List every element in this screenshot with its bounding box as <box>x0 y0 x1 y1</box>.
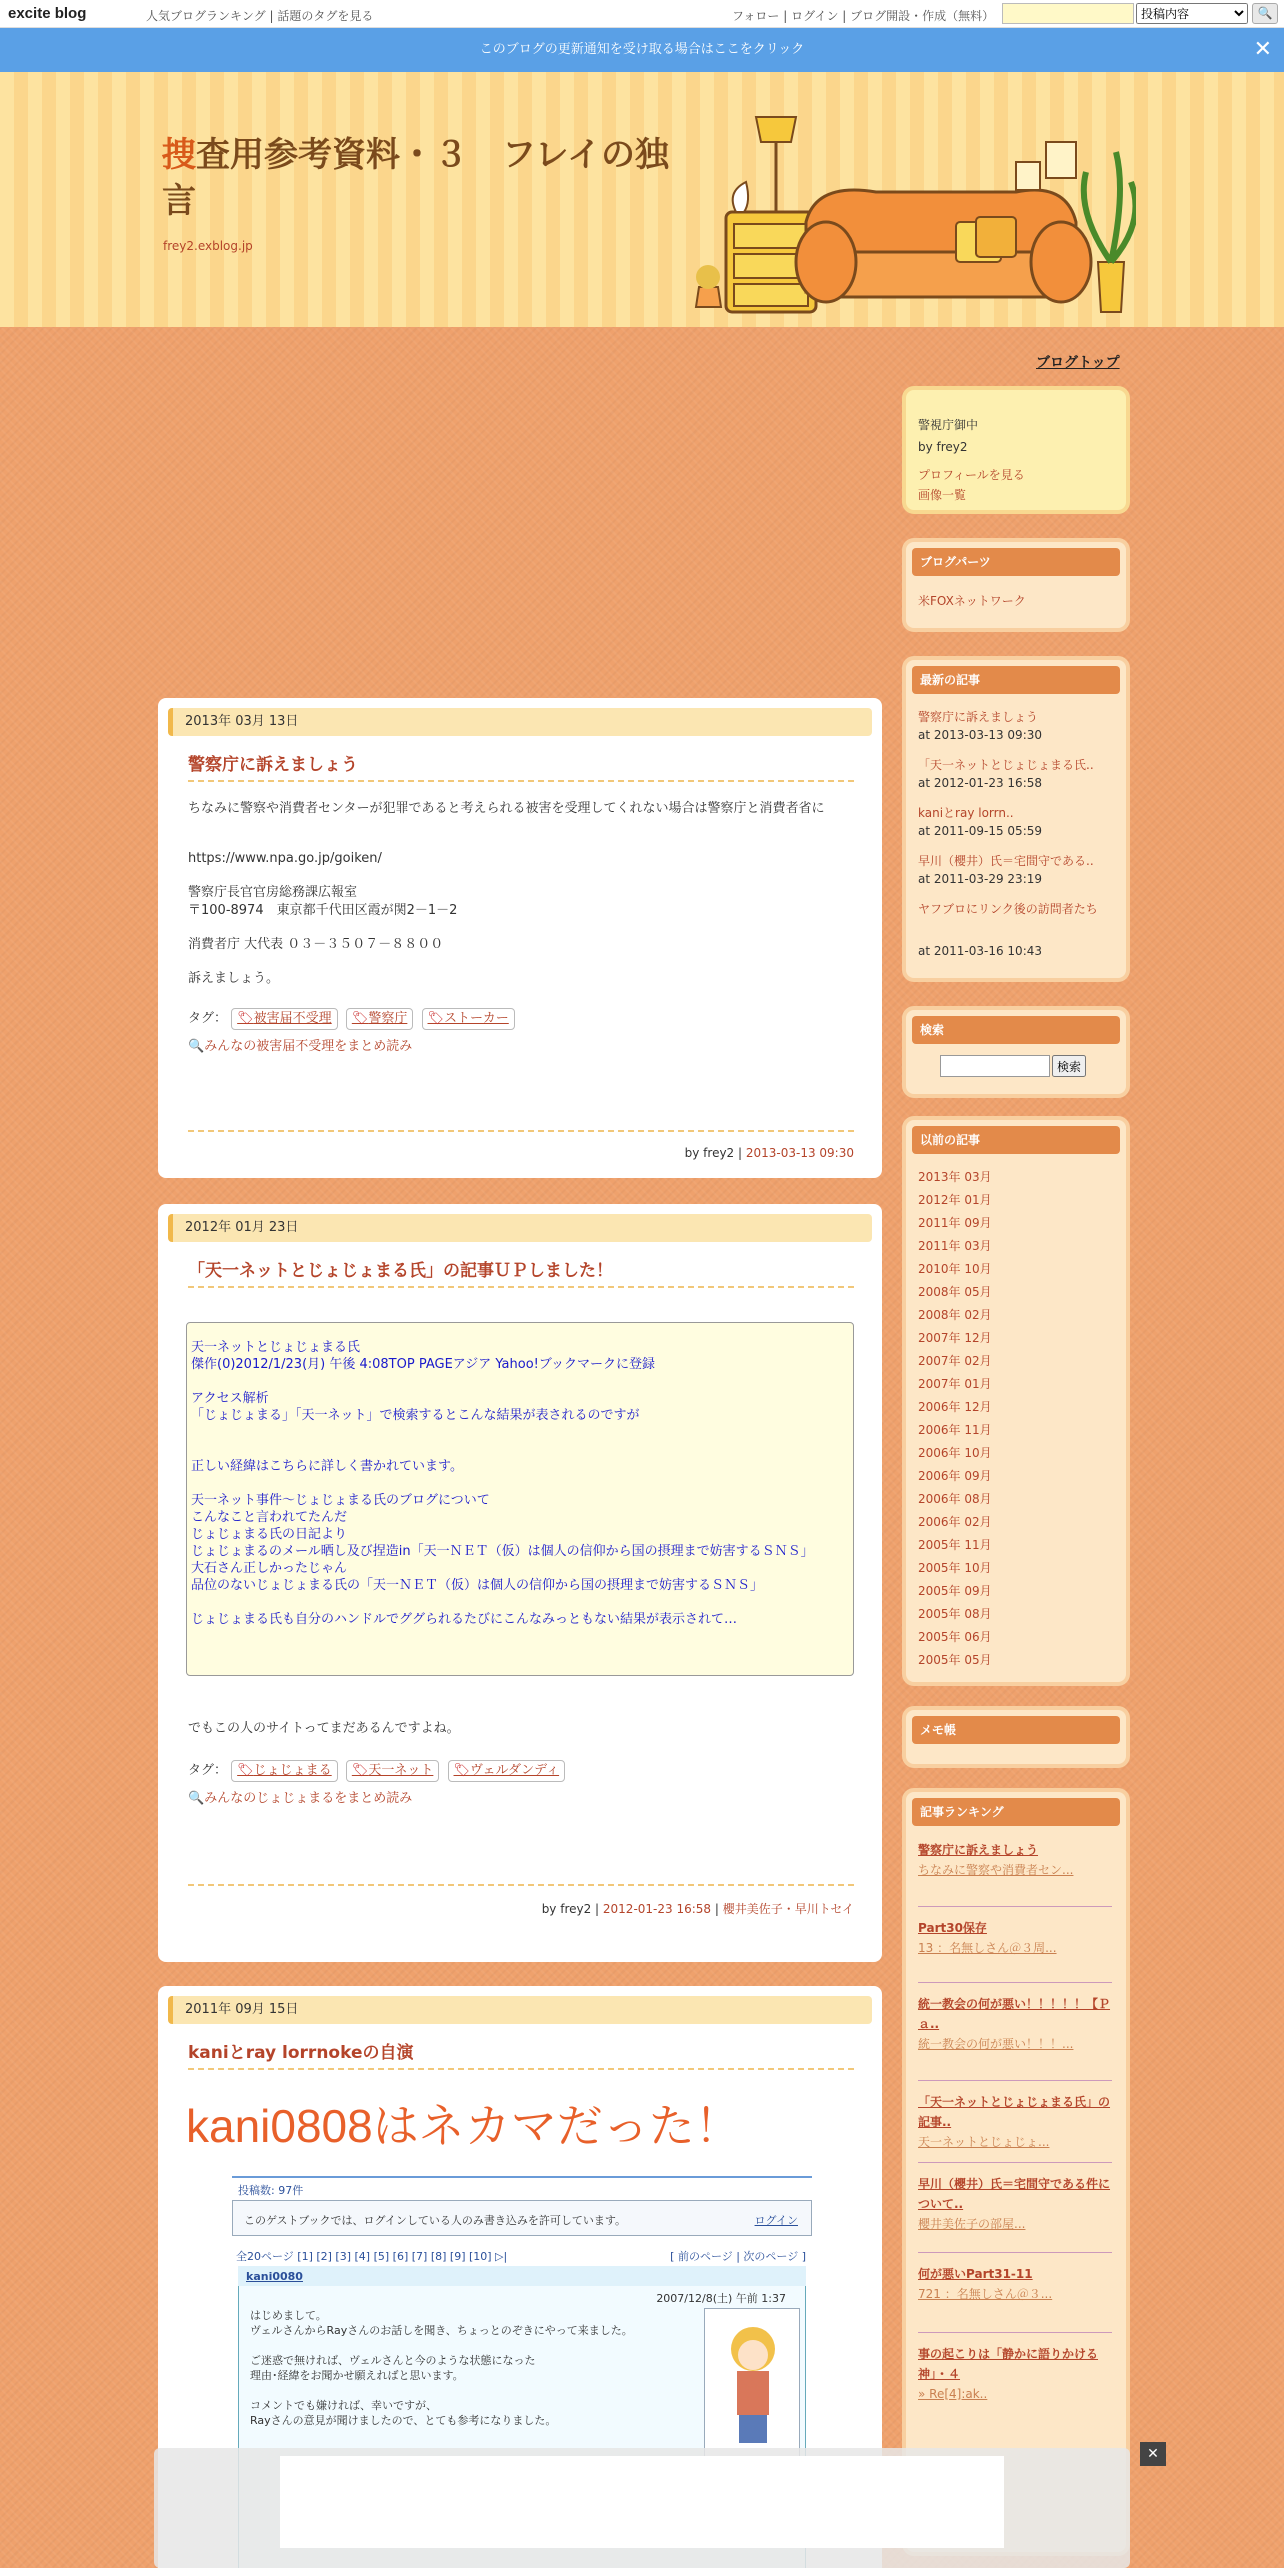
search-scope-select[interactable] <box>1136 3 1248 24</box>
quote-line: 「じょじょまる」「天一ネット」で検索するとこんな結果が表されるのですが <box>191 1408 640 1423</box>
ranking-item[interactable] <box>918 2092 1112 2152</box>
archive-month-link[interactable]: 2007年 01月 <box>918 1377 992 1391</box>
archive-month-link[interactable]: 2005年 06月 <box>918 1630 992 1644</box>
tag-list <box>188 1008 854 1030</box>
search-icon: 🔍 <box>188 1039 205 1054</box>
recent-post-link[interactable]: ヤフブロにリンク後の訪問者たち <box>918 902 1098 916</box>
headline-text: kani0808はネカマだった！ <box>186 2100 741 2152</box>
guestbook-line: 理由･経緯をお聞かせ願えればと思います。 <box>250 2369 464 2382</box>
close-icon[interactable]: ✕ <box>1253 37 1272 62</box>
ad-overlay <box>154 2446 1159 2568</box>
quoted-block <box>186 1322 854 1676</box>
ranking-item[interactable] <box>918 2344 1112 2404</box>
post-count: 投稿数: 97件 <box>238 2184 304 2197</box>
notice-text[interactable]: このブログの更新通知を受け取る場合はここをクリック <box>479 42 805 57</box>
guestbook-line: Rayさんの意見が聞けましたので、とても参考になりました。 <box>250 2414 557 2427</box>
quote-line <box>191 1441 849 1458</box>
permalink[interactable]: 2012-01-23 16:58 <box>602 1902 712 1916</box>
ranking-item[interactable] <box>918 1918 1112 1958</box>
recent-post-date: at 2011-09-15 05:59 <box>918 824 1043 838</box>
ranking-snippet[interactable]: 櫻井美佐子の部屋... <box>918 2217 1026 2231</box>
ranking-tag-links[interactable]: 人気ブログランキング | 話題のタグを見る <box>146 9 374 23</box>
search-icon[interactable]: 🔍 <box>1252 3 1278 24</box>
ranking-title[interactable]: 早川（櫻井）氏＝宅間守である件について.. <box>918 2177 1111 2211</box>
post-text: 消費者庁 大代表 ０３－３５０７－８８００ <box>188 937 444 952</box>
divider <box>918 2332 1112 2333</box>
section-header: 記事ランキング <box>912 1798 1120 1826</box>
post-footer: by frey2 | 2012-01-23 16:58 | 櫻井美佐子・早川トセイ <box>541 1902 854 1916</box>
blog-url-link[interactable]: frey2.exblog.jp <box>163 239 253 253</box>
archive-month-link[interactable]: 2005年 08月 <box>918 1607 992 1621</box>
excite-blog-logo[interactable]: excite blog <box>8 5 87 22</box>
ranking-title[interactable]: Part30保存 <box>918 1921 987 1935</box>
post-text: ちなみに警察や消費者センターが犯罪であると考えられる被害を受理してくれない場合は警察庁と消費者省に <box>188 801 825 816</box>
archive-month-link[interactable]: 2008年 05月 <box>918 1285 992 1299</box>
recent-post-date: at 2012-01-23 16:58 <box>918 776 1043 790</box>
search-icon: 🔍 <box>188 1791 205 1806</box>
divider <box>188 780 854 782</box>
blog-title[interactable]: 捜査用参考資料・３ フレイの独言 <box>162 135 669 221</box>
divider <box>188 1130 854 1132</box>
archive-month-link[interactable]: 2006年 11月 <box>918 1423 992 1437</box>
guestbook-line: ご迷惑で無ければ、ヴェルさんと今のような状態になった <box>250 2354 536 2367</box>
post-title[interactable]: kaniとray lorrnokeの自演 <box>188 2043 414 2063</box>
archive-month-link[interactable]: 2006年 02月 <box>918 1515 992 1529</box>
guestbook-date: 2007/12/8(土) 午前 1:37 <box>656 2292 786 2305</box>
ad-slot[interactable] <box>280 2456 1004 2548</box>
ranking-title[interactable]: 何が悪いPart31-11 <box>918 2267 1033 2281</box>
section-header: 以前の記事 <box>912 1126 1120 1154</box>
quote-line: こんなこと言われてたんだ <box>191 1510 348 1525</box>
blog-parts-box <box>906 542 1126 628</box>
post-text: 訴えましょう。 <box>188 971 280 986</box>
avatar <box>704 2308 800 2468</box>
archive-list <box>918 1166 992 1672</box>
ranking-title[interactable]: 統一教会の何が悪い！！！！！【Ｐａ.. <box>918 1997 1111 2031</box>
blog-header <box>0 72 1284 327</box>
image-list-link[interactable]: 画像一覧 <box>918 488 967 502</box>
tag-link[interactable]: 🏷じょじょまる <box>231 1760 338 1782</box>
recent-post-date: at 2011-03-29 23:19 <box>918 872 1043 886</box>
archive-month-link[interactable]: 2006年 10月 <box>918 1446 992 1460</box>
sofa-illustration <box>676 112 1136 342</box>
memo-box <box>906 1710 1126 1764</box>
recent-post-link[interactable]: kaniとray lorrn.. <box>918 806 1014 820</box>
profile-box <box>906 390 1126 510</box>
post-date: 2013年 03月 13日 <box>168 708 872 736</box>
recent-post-link[interactable]: 早川（櫻井）氏＝宅間守である.. <box>918 854 1094 868</box>
fox-network-link[interactable]: 米FOXネットワーク <box>918 594 1026 608</box>
divider <box>188 1884 854 1886</box>
tag-link[interactable]: 🏷天一ネット <box>346 1760 440 1782</box>
divider <box>188 2068 854 2070</box>
pagination: 全20ページ [1] [2] [3] [4] [5] [6] [7] [8] [9] [10] ▷| <box>236 2250 508 2263</box>
archive-month-link[interactable]: 2012年 01月 <box>918 1193 992 1207</box>
divider <box>918 1906 1112 1907</box>
post-footer: by frey2 | 2013-03-13 09:30 <box>684 1146 854 1160</box>
archive-box <box>906 1120 1126 1682</box>
recent-post-link[interactable]: 警察庁に訴えましょう <box>918 710 1039 724</box>
guestbook-line <box>250 2338 690 2353</box>
ranking-item[interactable] <box>918 2174 1112 2234</box>
divider <box>918 2162 1112 2163</box>
archive-month-link[interactable]: 2005年 10月 <box>918 1561 992 1575</box>
search-box <box>906 1010 1126 1094</box>
recent-post-date: at 2011-03-16 10:43 <box>918 944 1043 958</box>
section-header: ブログパーツ <box>912 548 1120 576</box>
post-date: 2012年 01月 23日 <box>168 1214 872 1242</box>
post-text: 〒100-8974 東京都千代田区霞が関2－1－2 <box>188 903 458 918</box>
guestbook-author: kani0080 <box>246 2270 303 2283</box>
global-search-input[interactable] <box>1002 3 1134 24</box>
tag-label: タグ： <box>188 1011 228 1026</box>
archive-month-link[interactable]: 2011年 09月 <box>918 1216 992 1230</box>
ranking-title[interactable]: 「天一ネットとじょじょまる氏」の記事.. <box>918 2095 1111 2129</box>
quote-line: 品位のないじょじょまる氏の「天一ＮＥＴ（仮）は個人の信仰から国の摂理まで妨害するＳＮＳ」 <box>191 1578 764 1593</box>
recent-post-link[interactable]: 「天一ネットとじょじょまる氏.. <box>918 758 1094 772</box>
ranking-snippet[interactable]: 統一教会の何が悪い！！！... <box>918 2037 1074 2051</box>
quote-line: 正しい経緯はこちらに詳しく書かれています。 <box>191 1459 463 1474</box>
guestbook-line: コメントでも嫌ければ、幸いですが、 <box>250 2399 437 2412</box>
category-link[interactable]: 櫻井美佐子・早川トセイ <box>722 1902 854 1916</box>
ranking-item[interactable] <box>918 2264 1112 2304</box>
archive-month-link[interactable]: 2007年 12月 <box>918 1331 992 1345</box>
read-more[interactable]: 🔍みんなの被害届不受理をまとめ読み <box>188 1039 413 1054</box>
quote-line: 大石さん正しかったじゃん <box>191 1561 348 1576</box>
profile-author: by frey2 <box>918 440 968 454</box>
guestbook-line <box>250 2383 690 2398</box>
divider <box>918 1982 1112 1983</box>
quote-line: 傑作(0)2012/1/23(月) 午後 4:08TOP PAGEアジア Yahoo!ブックマークに登録 <box>191 1357 655 1372</box>
ranking-item[interactable] <box>918 1840 1112 1880</box>
divider <box>918 2252 1112 2253</box>
archive-month-link[interactable]: 2006年 08月 <box>918 1492 992 1506</box>
account-links[interactable]: フォロー | ログイン | ブログ開設・作成（無料） <box>732 9 995 23</box>
guestbook-line: はじめまして。 <box>250 2309 327 2322</box>
ranking-title[interactable]: 警察庁に訴えましょう <box>918 1843 1039 1857</box>
post-text: https://www.npa.go.jp/goiken/ <box>188 851 382 866</box>
login-link: ログイン <box>754 2214 798 2227</box>
profile-name: 警視庁御中 <box>918 418 979 432</box>
section-header: 検索 <box>912 1016 1120 1044</box>
ranking-snippet[interactable]: » Re[4]:ak.. <box>918 2387 988 2401</box>
archive-month-link[interactable]: 2010年 10月 <box>918 1262 992 1276</box>
archive-month-link[interactable]: 2013年 03月 <box>918 1170 992 1184</box>
ranking-snippet[interactable]: 721 ：名無しさん＠３... <box>918 2287 1053 2301</box>
guestbook-line: ヴェルさんからRayさんのお話しを聞き、ちょっとのぞきにやって来ました。 <box>250 2324 633 2337</box>
quote-line <box>191 1594 849 1611</box>
prev-next: [ 前のページ | 次のページ ] <box>670 2250 806 2263</box>
divider <box>918 2080 1112 2081</box>
recent-post-date: at 2013-03-13 09:30 <box>918 728 1043 742</box>
guestbook-message: このゲストブックでは、ログインしている人のみ書き込みを許可しています。 <box>244 2214 627 2227</box>
post-date: 2011年 09月 15日 <box>168 1996 872 2024</box>
divider <box>188 1286 854 1288</box>
tag-label: タグ： <box>188 1763 228 1778</box>
archive-month-link[interactable]: 2008年 02月 <box>918 1308 992 1322</box>
archive-month-link[interactable]: 2005年 05月 <box>918 1653 992 1667</box>
profile-link[interactable]: プロフィールを見る <box>918 468 1025 482</box>
tag-link[interactable]: 🏷被害届不受理 <box>231 1008 338 1030</box>
guestbook-body <box>250 2308 690 2428</box>
blog-top-link[interactable]: ブログトップ <box>1036 355 1120 371</box>
post-card <box>158 698 882 1178</box>
quote-line <box>191 1475 849 1492</box>
ranking-title[interactable]: 事の起こりは「静かに語りかける神」・４ <box>918 2347 1099 2381</box>
archive-month-link[interactable]: 2007年 02月 <box>918 1354 992 1368</box>
quote-line: アクセス解析 <box>191 1391 269 1406</box>
post-title[interactable]: 「天一ネットとじょじょまる氏」の記事ＵＰしました！ <box>188 1261 613 1281</box>
tag-list <box>188 1760 854 1782</box>
quote-line: じょじょまるのメール晒し及び捏造in「天一ＮＥＴ（仮）は個人の信仰から国の摂理まで妨害するＳＮＳ」 <box>191 1544 814 1559</box>
tag-link[interactable]: 🏷ストーカー <box>422 1008 515 1030</box>
quote-line: じょじょまる氏の日記より <box>191 1527 348 1542</box>
quote-line: 天一ネットとじょじょまる氏 <box>191 1340 361 1355</box>
update-notice-bar[interactable] <box>0 28 1284 72</box>
permalink[interactable]: 2013-03-13 09:30 <box>745 1146 854 1160</box>
tag-link[interactable]: 🏷ヴェルダンディ <box>448 1760 566 1782</box>
archive-month-link[interactable]: 2005年 11月 <box>918 1538 992 1552</box>
section-header: メモ帳 <box>912 1716 1120 1744</box>
archive-month-link[interactable]: 2006年 09月 <box>918 1469 992 1483</box>
ranking-snippet[interactable]: 13 ：名無しさん＠３周... <box>918 1941 1057 1955</box>
ranking-item[interactable] <box>918 1994 1112 2054</box>
quote-line: 天一ネット事件～じょじょまる氏のブログについて <box>191 1493 490 1508</box>
archive-month-link[interactable]: 2011年 03月 <box>918 1239 992 1253</box>
quote-line <box>191 1373 849 1390</box>
tag-link[interactable]: 🏷警察庁 <box>346 1008 414 1030</box>
archive-month-link[interactable]: 2006年 12月 <box>918 1400 992 1414</box>
post-text: 警察庁長官官房総務課広報室 <box>188 885 358 900</box>
sidebar-search-button[interactable]: 検索 <box>1052 1055 1086 1077</box>
sidebar-search-input[interactable] <box>940 1055 1050 1077</box>
post-text: でもこの人のサイトってまだあるんですよね。 <box>188 1721 460 1736</box>
archive-month-link[interactable]: 2005年 09月 <box>918 1584 992 1598</box>
section-header: 最新の記事 <box>912 666 1120 694</box>
post-title[interactable]: 警察庁に訴えましょう <box>188 755 358 775</box>
post-card <box>158 1204 882 1962</box>
read-more[interactable]: 🔍みんなのじょじょまるをまとめ読み <box>188 1791 413 1806</box>
recent-posts-box <box>906 660 1126 978</box>
close-icon[interactable]: ✕ <box>1140 2442 1166 2466</box>
ranking-box <box>906 1792 1126 2552</box>
ranking-snippet[interactable]: ちなみに警察や消費者セン... <box>918 1863 1074 1877</box>
top-navigation-bar <box>0 0 1284 28</box>
quote-line: じょじょまる氏も自分のハンドルでググられるたびにこんなみっともない結果が表示されて… <box>191 1612 738 1627</box>
ranking-snippet[interactable]: 天一ネットとじょじょ... <box>918 2135 1050 2149</box>
quote-line <box>191 1424 849 1441</box>
